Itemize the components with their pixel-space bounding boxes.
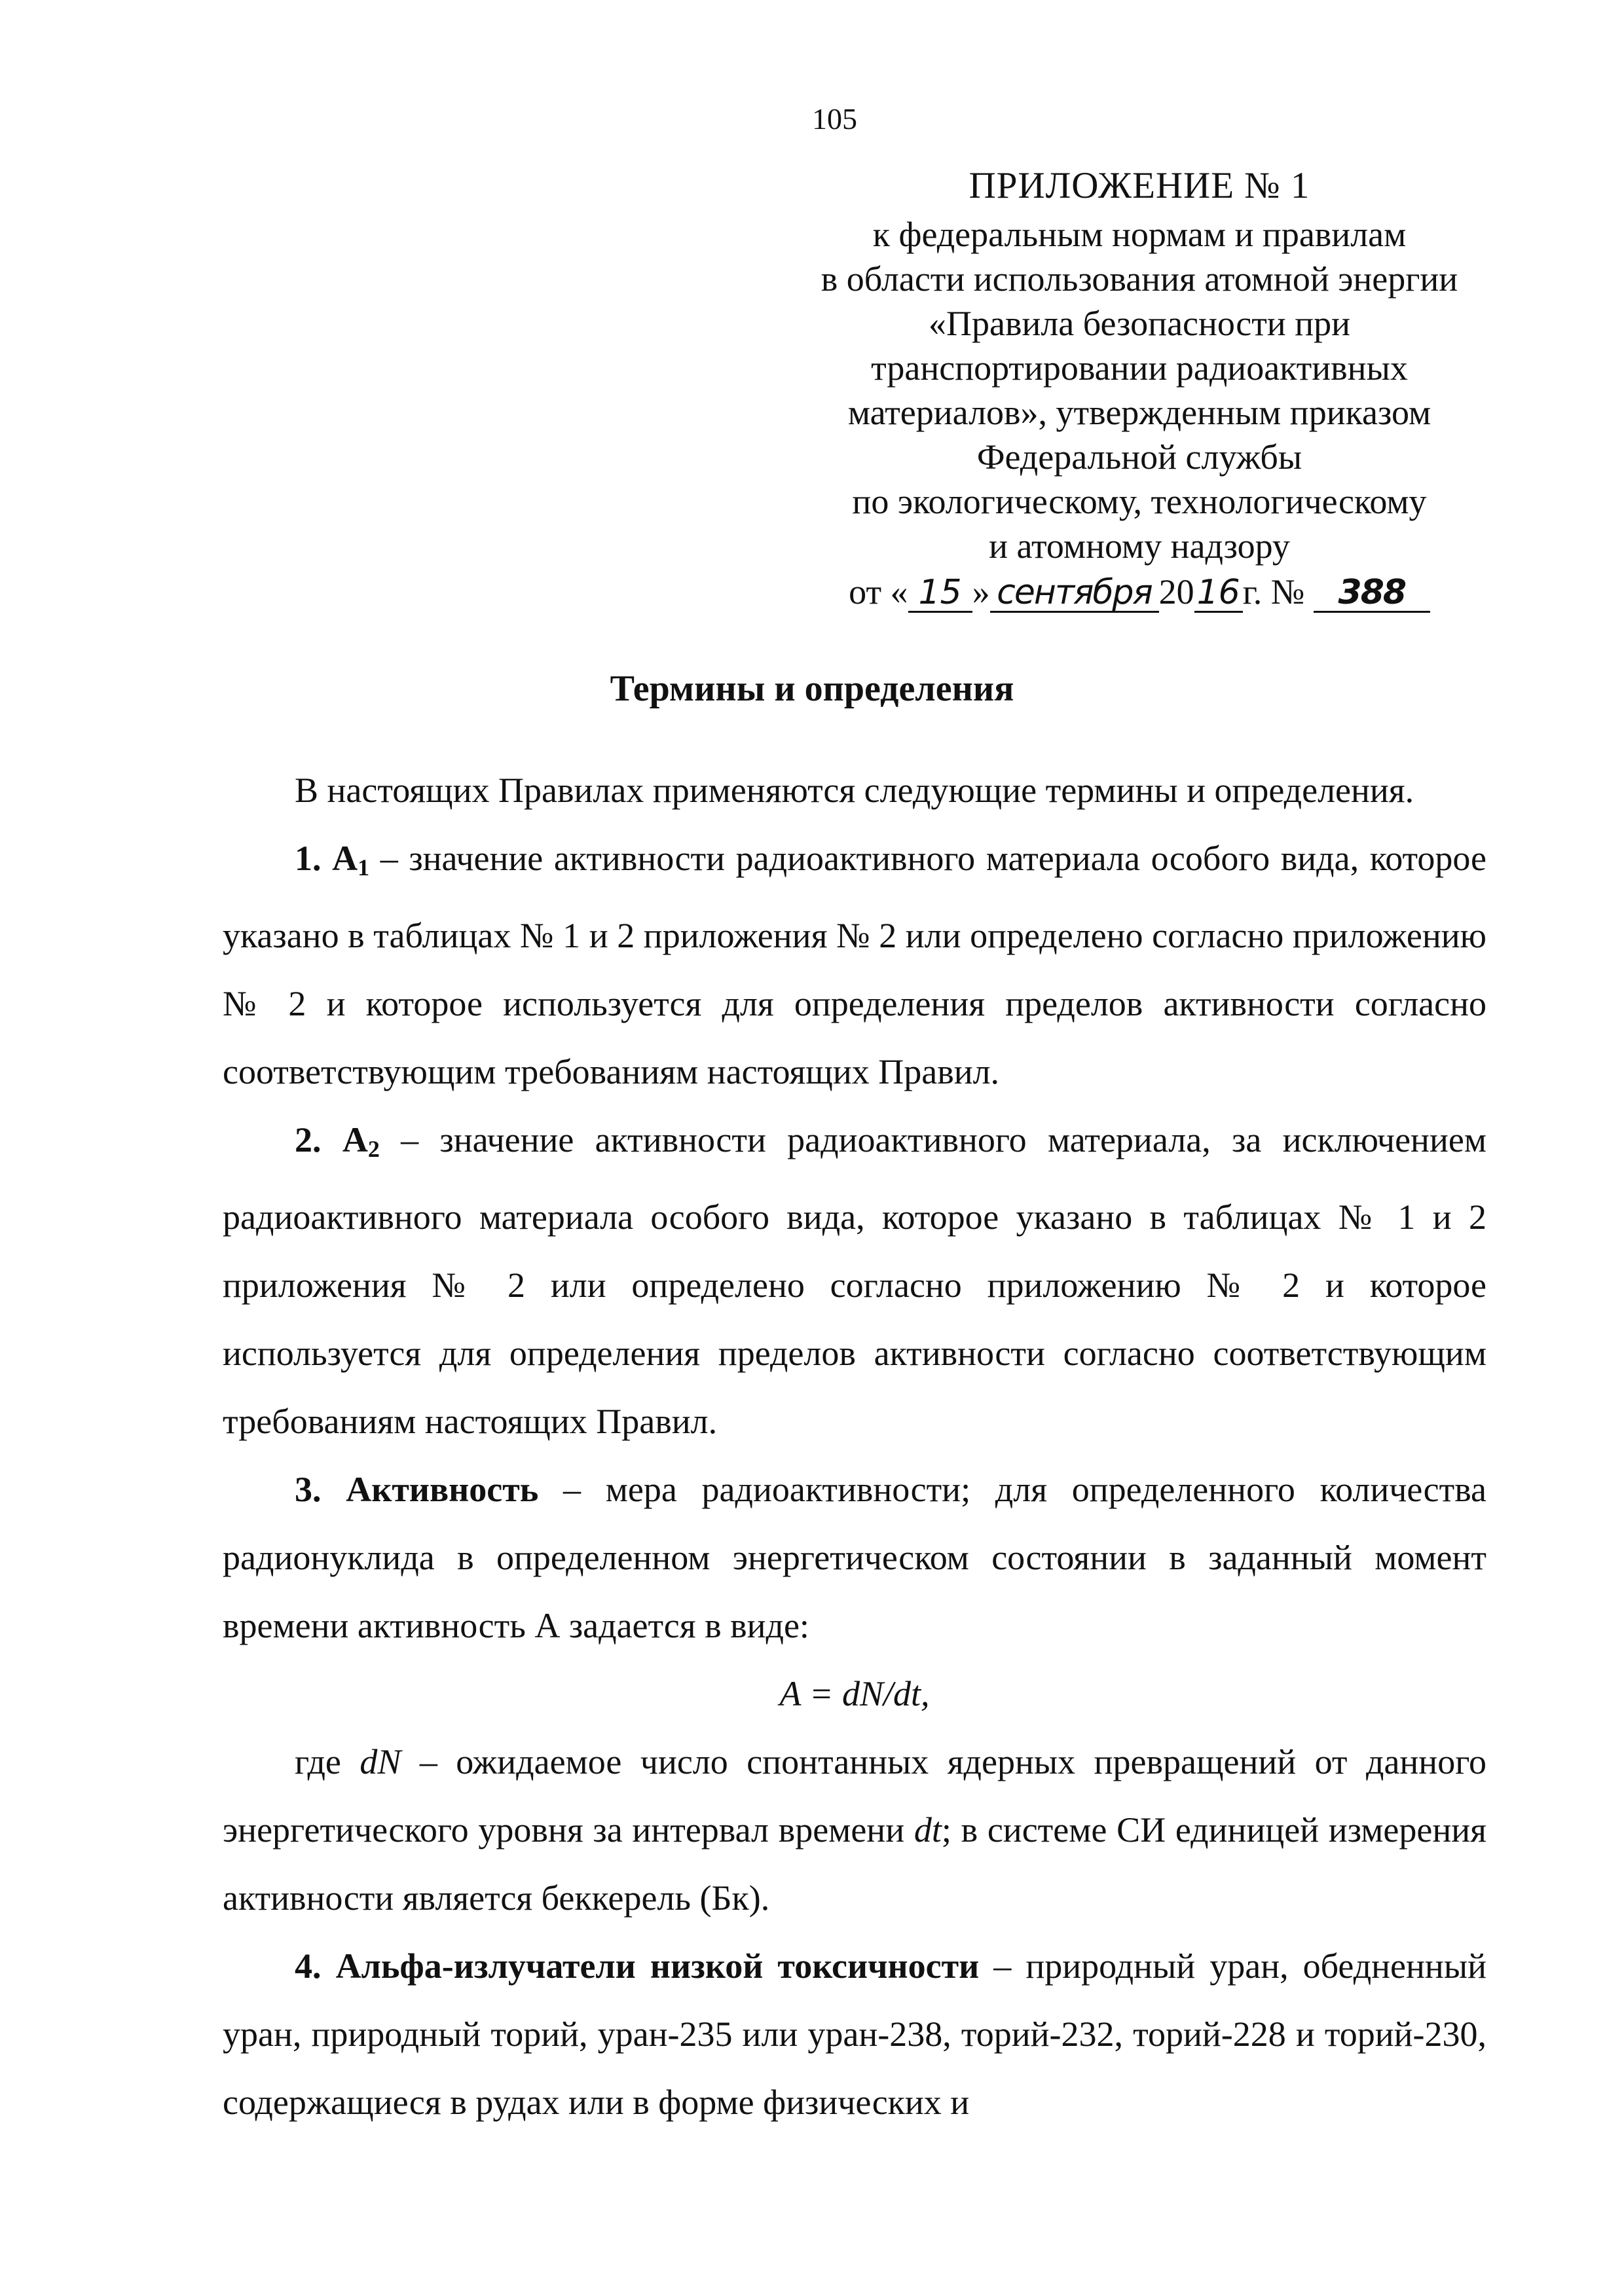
- year-suffix: г. №: [1242, 572, 1305, 611]
- term-name: Альфа-излучатели низкой токсичности: [335, 1946, 980, 1986]
- date-quote: »: [972, 572, 990, 611]
- term-definition: – мера радиоактивности; для определенного количества радионуклида в определенном энергетическом состоянии в заданный момент времени активность А задается в виде:: [223, 1470, 1487, 1645]
- section-title: Термины и определения: [610, 668, 1014, 709]
- handwritten-day: 15: [908, 574, 972, 613]
- term-symbol: $A_2$: [342, 1120, 380, 1162]
- handwritten-year: 16: [1194, 574, 1243, 613]
- term-number: 2.: [295, 1120, 322, 1159]
- intro-paragraph: В настоящих Правилах применяются следующие термины и определения.: [295, 771, 1414, 810]
- appendix-title: ПРИЛОЖЕНИЕ № 1: [969, 165, 1310, 206]
- term-number: 1.: [295, 839, 322, 878]
- header-line: материалов», утвержденным приказом: [847, 393, 1431, 432]
- term-definition: – природный уран, обедненный уран, природный торий, уран-235 или уран-238, торий-232, торий-228 и торий-230, содержащиеся в рудах или в форме физических и: [223, 1946, 1487, 2122]
- term-paragraph-4: [223, 1932, 1486, 2136]
- header-line: по экологическому, технологическому: [852, 482, 1427, 521]
- header-line: к федеральным нормам и правилам: [872, 215, 1407, 254]
- variable-dt: dt: [913, 1810, 942, 1850]
- handwritten-month: сентября: [990, 574, 1159, 613]
- activity-formula: A = dN/dt,: [779, 1674, 930, 1713]
- document-body: [223, 756, 1486, 2136]
- term-name: Активность: [346, 1470, 539, 1509]
- order-date-line: [799, 570, 1480, 614]
- term-paragraph-2: [223, 1106, 1486, 1455]
- appendix-header: [799, 164, 1480, 614]
- term-symbol: $A_1$: [332, 839, 370, 881]
- date-prefix: от «: [849, 572, 908, 611]
- header-line: транспортировании радиоактивных: [871, 348, 1408, 388]
- header-line: и атомному надзору: [989, 526, 1290, 566]
- term-paragraph-1: [223, 824, 1486, 1106]
- handwritten-order-number: 388: [1314, 574, 1430, 613]
- header-line: «Правила безопасности при: [928, 304, 1351, 343]
- year-prefix: 20: [1158, 572, 1194, 611]
- term-number: 4.: [295, 1946, 322, 1986]
- page-number: 105: [812, 102, 857, 136]
- variable-dn: dN: [360, 1742, 401, 1781]
- term-definition: – значение активности радиоактивного материала, за исключением радиоактивного материала особого вида, которое указано в таблицах № 1 и 2 приложения № 2 или определено согласно приложению № 2 и которое используется для определения пределов активности согласно соответствующим требованиям настоящих Правил.: [223, 1120, 1486, 1441]
- header-line: Федеральной службы: [976, 437, 1302, 477]
- header-line: в области использования атомной энергии: [821, 259, 1458, 299]
- term-paragraph-3: [223, 1455, 1486, 1660]
- formula-explanation: где dN – ожидаемое число спонтанных ядерных превращений от данного энергетического уровня за интервал времени dt; в системе СИ единицей измерения активности является беккерель (Бк).: [223, 1742, 1487, 1918]
- term-definition: – значение активности радиоактивного материала особого вида, которое указано в таблицах № 1 и 2 приложения № 2 или определено согласно приложению № 2 и которое используется для определения пределов активности согласно соответствующим требованиям настоящих Правил.: [223, 839, 1486, 1091]
- term-number: 3.: [295, 1470, 322, 1509]
